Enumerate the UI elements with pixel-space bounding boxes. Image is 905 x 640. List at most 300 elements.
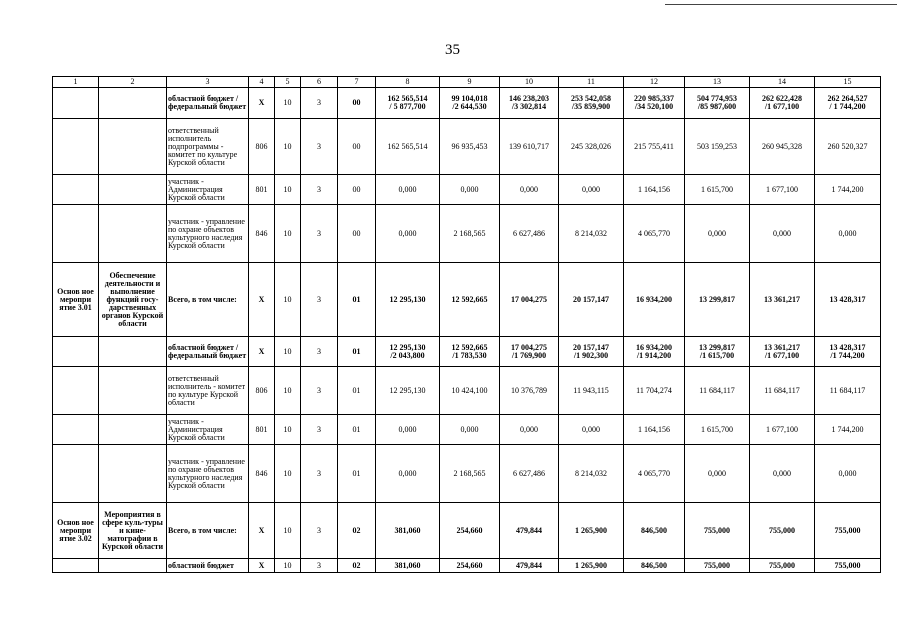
amount-line: 253 542,058 bbox=[571, 94, 611, 103]
amount-line: 254,660 bbox=[456, 560, 483, 570]
amount-line: / 1 744,200 bbox=[829, 102, 866, 111]
code-cell: 3 bbox=[301, 415, 338, 445]
column-header: 7 bbox=[338, 77, 376, 88]
header-row bbox=[53, 77, 881, 88]
code-cell: 00 bbox=[338, 119, 376, 175]
code-cell: 846 bbox=[249, 445, 275, 503]
amount-line: 8 214,032 bbox=[575, 228, 607, 238]
amount-line: 162 565,514 bbox=[387, 141, 428, 151]
code-cell: 10 bbox=[275, 559, 301, 573]
column-header: 3 bbox=[167, 77, 249, 88]
event-number-cell: Основ ное меропри ятие 3.02 bbox=[53, 503, 99, 559]
event-name-cell bbox=[99, 88, 167, 119]
amount-line: 504 774,953 bbox=[697, 94, 737, 103]
table-row bbox=[53, 88, 881, 119]
amount-cell bbox=[559, 337, 624, 367]
amount-line: 0,000 bbox=[398, 468, 417, 478]
amount-line: 1 744,200 bbox=[831, 424, 864, 434]
amount-cell bbox=[376, 88, 440, 119]
participant-cell: ответственный исполнитель подпрограммы - комитет по культуре Курской области bbox=[167, 119, 249, 175]
code-cell: 10 bbox=[275, 119, 301, 175]
amount-cell bbox=[376, 367, 440, 415]
amount-cell bbox=[500, 205, 559, 263]
column-header: 15 bbox=[815, 77, 881, 88]
code-cell: 806 bbox=[249, 367, 275, 415]
amount-cell bbox=[559, 175, 624, 205]
amount-line: 12 592,665 bbox=[451, 294, 488, 304]
amount-line: 0,000 bbox=[773, 468, 791, 478]
amount-cell bbox=[685, 88, 750, 119]
amount-cell bbox=[376, 415, 440, 445]
table-row bbox=[53, 503, 881, 559]
amount-cell bbox=[559, 415, 624, 445]
amount-cell bbox=[500, 337, 559, 367]
table-row bbox=[53, 175, 881, 205]
amount-cell bbox=[376, 337, 440, 367]
code-cell: 801 bbox=[249, 415, 275, 445]
amount-cell bbox=[624, 559, 685, 573]
amount-line: /85 987,600 bbox=[697, 102, 737, 111]
event-number-cell bbox=[53, 205, 99, 263]
amount-line: 1 615,700 bbox=[701, 184, 733, 194]
amount-cell bbox=[559, 503, 624, 559]
amount-cell bbox=[624, 205, 685, 263]
event-name-cell bbox=[99, 445, 167, 503]
amount-line: 16 934,200 bbox=[636, 342, 672, 352]
amount-cell bbox=[685, 445, 750, 503]
event-name-cell bbox=[99, 415, 167, 445]
amount-cell bbox=[376, 559, 440, 573]
amount-line: 755,000 bbox=[704, 560, 730, 570]
amount-line: 1 164,156 bbox=[638, 184, 670, 194]
table-row bbox=[53, 445, 881, 503]
amount-cell bbox=[815, 367, 881, 415]
amount-line: 381,060 bbox=[394, 525, 421, 535]
table-row bbox=[53, 367, 881, 415]
code-cell: 3 bbox=[301, 367, 338, 415]
amount-line: 1 615,700 bbox=[701, 424, 733, 434]
amount-cell bbox=[750, 503, 815, 559]
amount-line: 260 945,328 bbox=[762, 141, 802, 151]
amount-cell bbox=[624, 503, 685, 559]
amount-line: 13 361,217 bbox=[764, 294, 800, 304]
amount-cell bbox=[500, 175, 559, 205]
amount-cell bbox=[500, 559, 559, 573]
event-name-cell bbox=[99, 559, 167, 573]
participant-cell: областной бюджет bbox=[167, 559, 249, 573]
code-cell: 02 bbox=[338, 559, 376, 573]
amount-cell bbox=[750, 337, 815, 367]
amount-line: 220 985,337 bbox=[634, 94, 674, 103]
amount-cell bbox=[685, 367, 750, 415]
amount-line: 6 627,486 bbox=[513, 228, 545, 238]
code-cell: 3 bbox=[301, 337, 338, 367]
amount-cell bbox=[440, 445, 500, 503]
code-cell: 10 bbox=[275, 337, 301, 367]
participant-cell: участник - Администрация Курской области bbox=[167, 175, 249, 205]
amount-cell bbox=[815, 205, 881, 263]
column-header: 14 bbox=[750, 77, 815, 88]
amount-line: 0,000 bbox=[398, 184, 417, 194]
amount-cell bbox=[685, 119, 750, 175]
amount-line: 17 004,275 bbox=[511, 342, 547, 352]
amount-line: 755,000 bbox=[769, 560, 795, 570]
amount-line: 11 943,115 bbox=[573, 385, 609, 395]
amount-line: 11 684,117 bbox=[829, 385, 866, 395]
amount-line: 0,000 bbox=[582, 424, 600, 434]
participant-cell: областной бюджет /федеральный бюджет bbox=[167, 337, 249, 367]
amount-cell bbox=[750, 119, 815, 175]
event-name-cell bbox=[99, 337, 167, 367]
column-header: 11 bbox=[559, 77, 624, 88]
amount-line: 12 295,130 bbox=[389, 385, 426, 395]
amount-cell bbox=[440, 367, 500, 415]
amount-cell bbox=[685, 337, 750, 367]
column-header: 6 bbox=[301, 77, 338, 88]
participant-cell: участник - управление по охране объектов культурного наследия Курской области bbox=[167, 205, 249, 263]
code-cell: 01 bbox=[338, 337, 376, 367]
amount-cell bbox=[376, 175, 440, 205]
amount-line: 479,844 bbox=[516, 560, 542, 570]
amount-line: 0,000 bbox=[398, 228, 417, 238]
amount-cell bbox=[624, 175, 685, 205]
amount-line: /1 744,200 bbox=[830, 350, 865, 360]
amount-line: 381,060 bbox=[394, 560, 421, 570]
event-name-cell: Мероприятия в сфере куль-туры и кине-матографии в Курской области bbox=[99, 503, 167, 559]
amount-cell bbox=[440, 175, 500, 205]
amount-cell bbox=[376, 263, 440, 337]
amount-cell bbox=[440, 415, 500, 445]
amount-line: 11 704,274 bbox=[636, 385, 672, 395]
event-name-cell: Обеспечение деятельности и выполнение функций госу-дарственных органов Курской области bbox=[99, 263, 167, 337]
amount-line: 16 934,200 bbox=[636, 294, 672, 304]
code-cell: 00 bbox=[338, 175, 376, 205]
amount-cell bbox=[815, 337, 881, 367]
amount-cell bbox=[815, 559, 881, 573]
amount-line: 1 164,156 bbox=[638, 424, 670, 434]
amount-line: 1 265,900 bbox=[575, 560, 607, 570]
amount-cell bbox=[440, 119, 500, 175]
amount-line: /1 677,100 bbox=[764, 102, 800, 111]
amount-cell bbox=[376, 205, 440, 263]
amount-cell bbox=[624, 337, 685, 367]
amount-line: 0,000 bbox=[582, 184, 600, 194]
amount-line: 96 935,453 bbox=[451, 141, 488, 151]
amount-line: 1 677,100 bbox=[766, 424, 798, 434]
amount-cell bbox=[440, 263, 500, 337]
event-number-cell bbox=[53, 337, 99, 367]
amount-line: 846,500 bbox=[641, 525, 667, 535]
code-cell: 801 bbox=[249, 175, 275, 205]
code-cell: Х bbox=[249, 503, 275, 559]
amount-line: 0,000 bbox=[398, 424, 417, 434]
amount-line: 10 424,100 bbox=[451, 385, 488, 395]
amount-cell bbox=[500, 367, 559, 415]
amount-cell bbox=[815, 415, 881, 445]
amount-line: /1 677,100 bbox=[764, 350, 800, 360]
amount-cell bbox=[500, 503, 559, 559]
amount-line: 20 157,147 bbox=[573, 342, 609, 352]
amount-line: /1 902,300 bbox=[573, 350, 609, 360]
amount-cell bbox=[815, 88, 881, 119]
column-header: 2 bbox=[99, 77, 167, 88]
amount-line: 4 065,770 bbox=[638, 468, 670, 478]
amount-cell bbox=[624, 263, 685, 337]
amount-line: 99 104,018 bbox=[451, 94, 488, 103]
amount-line: 0,000 bbox=[460, 424, 479, 434]
amount-cell bbox=[624, 367, 685, 415]
code-cell: 846 bbox=[249, 205, 275, 263]
amount-line: 0,000 bbox=[520, 424, 538, 434]
amount-cell bbox=[685, 559, 750, 573]
amount-cell bbox=[559, 119, 624, 175]
amount-line: /1 914,200 bbox=[636, 350, 672, 360]
amount-cell bbox=[685, 175, 750, 205]
table-row bbox=[53, 559, 881, 573]
code-cell: Х bbox=[249, 559, 275, 573]
code-cell: 3 bbox=[301, 263, 338, 337]
event-name-cell bbox=[99, 205, 167, 263]
amount-line: 755,000 bbox=[704, 525, 730, 535]
amount-cell bbox=[750, 367, 815, 415]
event-number-cell bbox=[53, 445, 99, 503]
amount-line: 262 622,428 bbox=[762, 94, 802, 103]
amount-cell bbox=[750, 88, 815, 119]
event-number-cell bbox=[53, 367, 99, 415]
event-name-cell bbox=[99, 119, 167, 175]
amount-line: 0,000 bbox=[460, 184, 479, 194]
amount-line: 0,000 bbox=[520, 184, 538, 194]
amount-line: /35 859,900 bbox=[571, 102, 611, 111]
amount-line: 479,844 bbox=[516, 525, 542, 535]
amount-line: 8 214,032 bbox=[575, 468, 607, 478]
code-cell: 3 bbox=[301, 119, 338, 175]
amount-cell bbox=[685, 503, 750, 559]
code-cell: 02 bbox=[338, 503, 376, 559]
amount-line: 1 265,900 bbox=[575, 525, 607, 535]
amount-cell bbox=[559, 445, 624, 503]
amount-cell bbox=[440, 559, 500, 573]
code-cell: 10 bbox=[275, 415, 301, 445]
participant-cell: областной бюджет /федеральный бюджет bbox=[167, 88, 249, 119]
amount-cell bbox=[750, 205, 815, 263]
participant-cell: участник - Администрация Курской области bbox=[167, 415, 249, 445]
amount-line: 6 627,486 bbox=[513, 468, 545, 478]
amount-line: /2 644,530 bbox=[452, 102, 487, 111]
amount-cell bbox=[559, 263, 624, 337]
amount-line: /2 043,800 bbox=[390, 350, 425, 360]
amount-cell bbox=[624, 415, 685, 445]
code-cell: 00 bbox=[338, 205, 376, 263]
amount-line: 0,000 bbox=[838, 228, 857, 238]
amount-cell bbox=[815, 119, 881, 175]
amount-line: 215 755,411 bbox=[634, 141, 674, 151]
code-cell: 01 bbox=[338, 445, 376, 503]
amount-cell bbox=[440, 337, 500, 367]
amount-line: 0,000 bbox=[773, 228, 791, 238]
amount-cell bbox=[624, 88, 685, 119]
table-row bbox=[53, 119, 881, 175]
amount-line: 13 299,817 bbox=[699, 342, 735, 352]
amount-cell bbox=[750, 175, 815, 205]
column-header: 10 bbox=[500, 77, 559, 88]
code-cell: 00 bbox=[338, 88, 376, 119]
amount-line: 2 168,565 bbox=[453, 228, 486, 238]
amount-cell bbox=[559, 205, 624, 263]
amount-line: 0,000 bbox=[708, 228, 726, 238]
event-number-cell bbox=[53, 119, 99, 175]
code-cell: 10 bbox=[275, 88, 301, 119]
amount-line: 13 428,317 bbox=[829, 342, 866, 352]
event-number-cell bbox=[53, 88, 99, 119]
amount-cell bbox=[685, 263, 750, 337]
amount-cell bbox=[815, 175, 881, 205]
code-cell: 10 bbox=[275, 503, 301, 559]
amount-line: 13 361,217 bbox=[764, 342, 800, 352]
table-row bbox=[53, 205, 881, 263]
amount-cell bbox=[500, 119, 559, 175]
amount-line: 13 428,317 bbox=[829, 294, 866, 304]
amount-line: 254,660 bbox=[456, 525, 483, 535]
amount-line: 146 238,203 bbox=[509, 94, 549, 103]
column-header: 1 bbox=[53, 77, 99, 88]
code-cell: 3 bbox=[301, 88, 338, 119]
code-cell: 3 bbox=[301, 175, 338, 205]
amount-cell bbox=[685, 205, 750, 263]
amount-line: 20 157,147 bbox=[573, 294, 609, 304]
amount-line: /1 783,530 bbox=[452, 350, 487, 360]
code-cell: 3 bbox=[301, 205, 338, 263]
code-cell: 10 bbox=[275, 445, 301, 503]
amount-line: 162 565,514 bbox=[387, 94, 428, 103]
amount-line: 755,000 bbox=[769, 525, 795, 535]
amount-cell bbox=[376, 445, 440, 503]
amount-line: 11 684,117 bbox=[699, 385, 735, 395]
amount-cell bbox=[500, 263, 559, 337]
participant-cell: участник - управление по охране объектов культурного наследия Курской области bbox=[167, 445, 249, 503]
amount-line: 2 168,565 bbox=[453, 468, 486, 478]
amount-line: /1 769,900 bbox=[511, 350, 547, 360]
amount-cell bbox=[750, 263, 815, 337]
amount-cell bbox=[500, 88, 559, 119]
amount-cell bbox=[559, 559, 624, 573]
amount-cell bbox=[559, 88, 624, 119]
code-cell: 3 bbox=[301, 445, 338, 503]
column-header: 9 bbox=[440, 77, 500, 88]
amount-cell bbox=[376, 503, 440, 559]
amount-line: 17 004,275 bbox=[511, 294, 547, 304]
amount-line: 12 295,130 bbox=[389, 294, 426, 304]
code-cell: 3 bbox=[301, 559, 338, 573]
column-header: 4 bbox=[249, 77, 275, 88]
amount-line: 846,500 bbox=[641, 560, 667, 570]
amount-line: 262 264,527 bbox=[827, 94, 868, 103]
code-cell: Х bbox=[249, 88, 275, 119]
event-name-cell bbox=[99, 175, 167, 205]
code-cell: 01 bbox=[338, 263, 376, 337]
amount-line: / 5 877,700 bbox=[389, 102, 426, 111]
column-header: 13 bbox=[685, 77, 750, 88]
event-number-cell bbox=[53, 559, 99, 573]
amount-line: 755,000 bbox=[834, 560, 861, 570]
code-cell: 10 bbox=[275, 205, 301, 263]
amount-line: 0,000 bbox=[708, 468, 726, 478]
code-cell: 01 bbox=[338, 367, 376, 415]
amount-line: /1 615,700 bbox=[699, 350, 735, 360]
code-cell: 10 bbox=[275, 263, 301, 337]
amount-cell bbox=[750, 415, 815, 445]
amount-line: 245 328,026 bbox=[571, 141, 611, 151]
amount-line: 0,000 bbox=[838, 468, 857, 478]
amount-line: 503 159,253 bbox=[697, 141, 737, 151]
event-number-cell: Основ ное меропри ятие 3.01 bbox=[53, 263, 99, 337]
table-row bbox=[53, 263, 881, 337]
table-row bbox=[53, 415, 881, 445]
column-header: 12 bbox=[624, 77, 685, 88]
code-cell: Х bbox=[249, 337, 275, 367]
amount-line: 139 610,717 bbox=[509, 141, 549, 151]
amount-cell bbox=[815, 263, 881, 337]
amount-line: 10 376,789 bbox=[511, 385, 547, 395]
amount-cell bbox=[559, 367, 624, 415]
amount-line: 260 520,327 bbox=[827, 141, 868, 151]
code-cell: 10 bbox=[275, 367, 301, 415]
code-cell: 3 bbox=[301, 503, 338, 559]
amount-cell bbox=[750, 559, 815, 573]
event-number-cell bbox=[53, 175, 99, 205]
table-row bbox=[53, 337, 881, 367]
amount-line: 12 295,130 bbox=[389, 342, 426, 352]
column-header: 5 bbox=[275, 77, 301, 88]
amount-line: /3 302,814 bbox=[511, 102, 547, 111]
amount-line: 12 592,665 bbox=[451, 342, 488, 352]
code-cell: Х bbox=[249, 263, 275, 337]
top-rule bbox=[665, 4, 897, 5]
amount-cell bbox=[500, 415, 559, 445]
participant-cell: ответственный исполнитель - комитет по культуре Курской области bbox=[167, 367, 249, 415]
amount-line: 11 684,117 bbox=[764, 385, 800, 395]
code-cell: 10 bbox=[275, 175, 301, 205]
event-number-cell bbox=[53, 415, 99, 445]
amount-cell bbox=[440, 205, 500, 263]
amount-line: 1 677,100 bbox=[766, 184, 798, 194]
code-cell: 806 bbox=[249, 119, 275, 175]
event-name-cell bbox=[99, 367, 167, 415]
amount-cell bbox=[624, 119, 685, 175]
code-cell: 01 bbox=[338, 415, 376, 445]
amount-cell bbox=[815, 445, 881, 503]
amount-line: /34 520,100 bbox=[634, 102, 674, 111]
amount-cell bbox=[376, 119, 440, 175]
amount-cell bbox=[624, 445, 685, 503]
amount-cell bbox=[500, 445, 559, 503]
amount-line: 13 299,817 bbox=[699, 294, 735, 304]
budget-table bbox=[52, 76, 881, 573]
amount-cell bbox=[815, 503, 881, 559]
column-header: 8 bbox=[376, 77, 440, 88]
participant-cell: Всего, в том числе: bbox=[167, 263, 249, 337]
amount-line: 1 744,200 bbox=[831, 184, 864, 194]
amount-cell bbox=[440, 503, 500, 559]
amount-cell bbox=[440, 88, 500, 119]
amount-cell bbox=[750, 445, 815, 503]
page-number: 35 bbox=[445, 42, 460, 58]
amount-line: 4 065,770 bbox=[638, 228, 670, 238]
table-body bbox=[53, 88, 881, 573]
amount-line: 755,000 bbox=[834, 525, 861, 535]
amount-cell bbox=[685, 415, 750, 445]
participant-cell: Всего, в том числе: bbox=[167, 503, 249, 559]
